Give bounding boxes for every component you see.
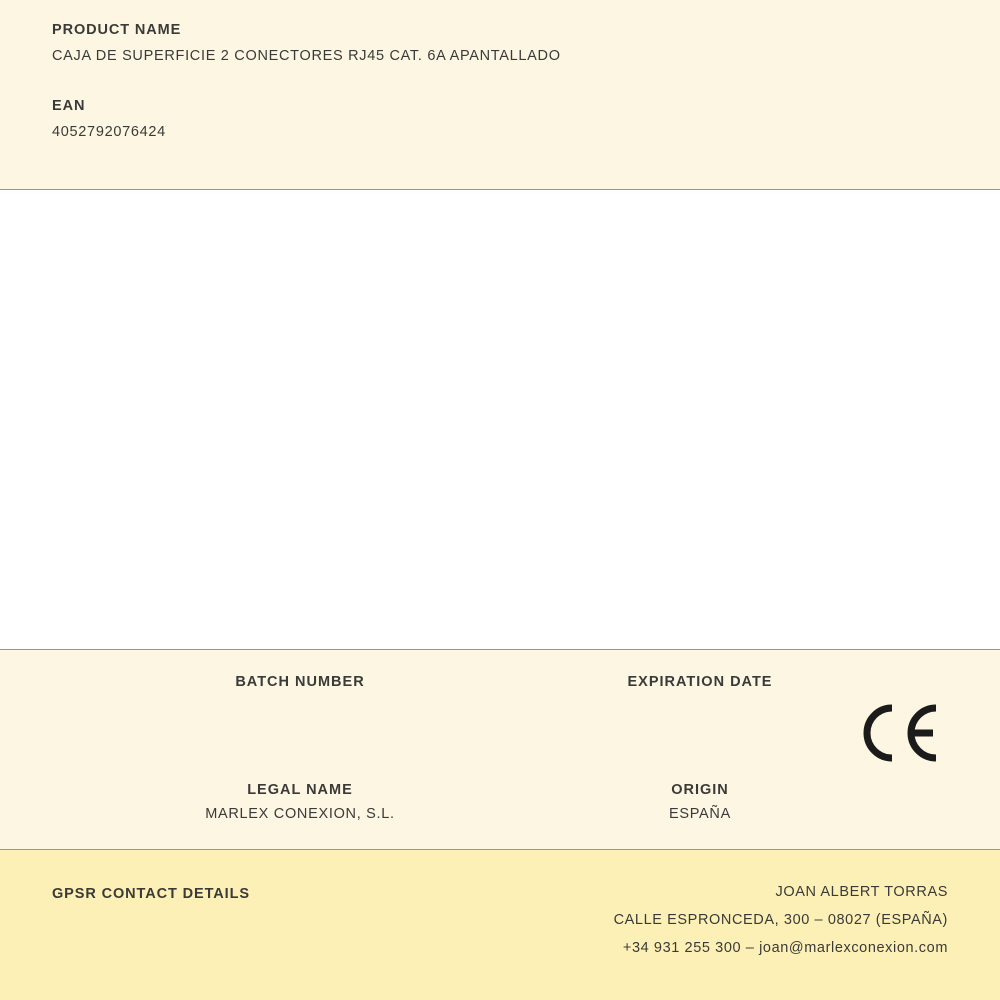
expiration-date-value (500, 698, 900, 716)
origin-label: ORIGIN (671, 782, 729, 798)
product-name-group (52, 22, 948, 64)
expiration-date-group (500, 674, 900, 716)
product-name-value: CAJA DE SUPERFICIE 2 CONECTORES RJ45 CAT. 6A APANTALLADO (52, 48, 561, 64)
origin-value: ESPAÑA (669, 806, 731, 822)
legal-name-group (100, 782, 500, 824)
product-info-block (0, 0, 1000, 190)
product-name-label: PRODUCT NAME (52, 22, 182, 38)
batch-number-value (100, 698, 500, 716)
legal-origin-row (0, 782, 1000, 824)
expiration-date-label: EXPIRATION DATE (627, 674, 773, 690)
gpsr-contact-phone-email: +34 931 255 300 – joan@marlexconexion.com (622, 940, 948, 956)
blank-content-area (0, 190, 1000, 650)
gpsr-contact-lines (614, 884, 948, 956)
legal-name-label: LEGAL NAME (247, 782, 353, 798)
ce-mark-icon (858, 702, 950, 764)
traceability-block (0, 650, 1000, 850)
gpsr-footer-block (0, 850, 1000, 1000)
batch-number-group (100, 674, 500, 716)
gpsr-contact-address: CALLE ESPRONCEDA, 300 – 08027 (ESPAÑA) (613, 912, 948, 928)
gpsr-contact-name: JOAN ALBERT TORRAS (775, 884, 948, 900)
legal-name-value: MARLEX CONEXION, S.L. (205, 806, 395, 822)
origin-group (500, 782, 900, 824)
ean-label: EAN (52, 98, 86, 114)
ean-value: 4052792076424 (52, 124, 166, 140)
batch-number-label: BATCH NUMBER (235, 674, 365, 690)
gpsr-contact-label: GPSR CONTACT DETAILS (52, 886, 250, 902)
batch-expiration-row (0, 674, 1000, 716)
ean-group (52, 98, 948, 140)
